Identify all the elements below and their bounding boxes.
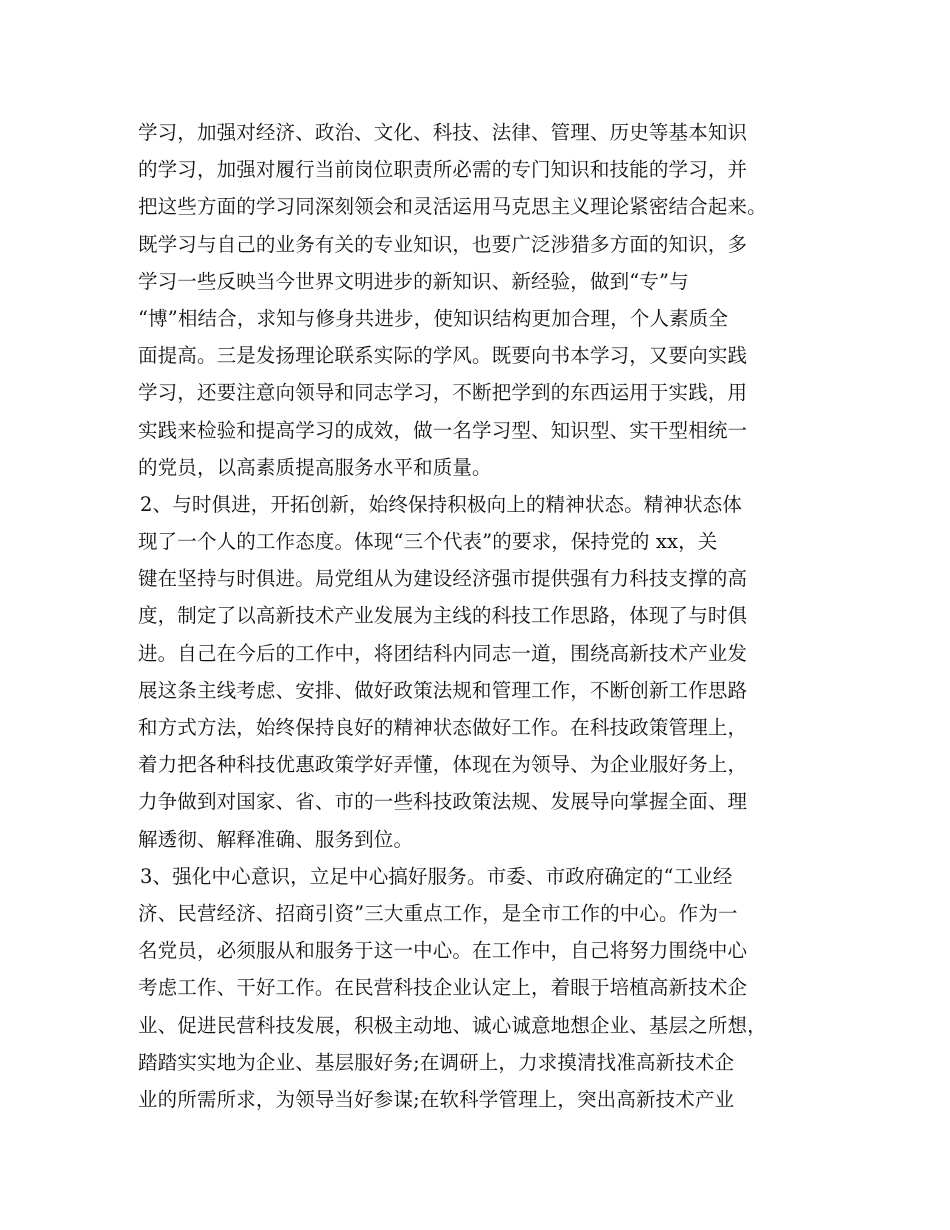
text-line: 名党员，必须服从和服务于这一中心。在工作中，自己将努力围绕中心: [138, 939, 748, 963]
text-line: 业的所需所求，为领导当好参谋;在软科学管理上，突出高新技术产业: [138, 1087, 735, 1111]
text-line: 现了一个人的工作态度。体现“三个代表”的要求，保持党的 xx，关: [138, 530, 718, 554]
text-line: 键在坚持与时俱进。局党组从为建设经济强市提供强有力科技支撑的高: [138, 567, 748, 591]
text-line: 考虑工作、干好工作。在民营科技企业认定上，着眼于培植高新技术企: [138, 976, 748, 1000]
text-line: 济、民营经济、招商引资”三大重点工作，是全市工作的中心。作为一: [138, 901, 738, 925]
text-line: 实践来检验和提高学习的成效，做一名学习型、知识型、实干型相统一: [138, 418, 748, 442]
text-line: 和方式方法，始终保持良好的精神状态做好工作。在科技政策管理上，: [138, 716, 748, 739]
text-line: 着力把各种科技优惠政策学好弄懂，体现在为领导、为企业服好务上，: [138, 753, 748, 777]
text-line: 解透彻、解释准确、服务到位。: [138, 827, 414, 851]
text-line: 力争做到对国家、省、市的一些科技政策法规、发展导向掌握全面、理: [138, 790, 748, 814]
text-line: 把这些方面的学习同深刻领会和灵活运用马克思主义理论紧密结合起来。: [138, 195, 767, 219]
text-line: 学习，加强对经济、政治、文化、科技、法律、管理、历史等基本知识: [138, 121, 748, 144]
text-line: 业、促进民营科技发展，积极主动地、诚心诚意地想企业、基层之所想，: [138, 1013, 767, 1037]
text-line: 学习一些反映当今世界文明进步的新知识、新经验，做到“专”与: [138, 269, 689, 293]
paragraph-2-heading-line: 2、与时俱进，开拓创新，始终保持积极向上的精神状态。精神状态体: [140, 492, 743, 516]
text-line: 展这条主线考虑、安排、做好政策法规和管理工作，不断创新工作思路: [138, 678, 748, 702]
text-line: “博”相结合，求知与修身共进步，使知识结构更加合理，个人素质全: [138, 306, 729, 330]
text-line: 面提高。三是发扬理论联系实际的学风。既要向书本学习，又要向实践: [138, 344, 748, 368]
text-line: 学习，还要注意向领导和同志学习，不断把学到的东西运用于实践，用: [138, 381, 748, 405]
text-line: 既学习与自己的业务有关的专业知识，也要广泛涉猎多方面的知识，多: [138, 232, 748, 256]
text-line: 的党员，以高素质提高服务水平和质量。: [138, 455, 492, 479]
paragraph-3-heading-line: 3、强化中心意识，立足中心搞好服务。市委、市政府确定的“工业经: [140, 864, 733, 888]
text-line: 进。自己在今后的工作中，将团结科内同志一道，围绕高新技术产业发: [138, 641, 748, 665]
text-line: 踏踏实实地为企业、基层服好务;在调研上，力求摸清找准高新技术企: [138, 1050, 735, 1074]
body-text: [138, 114, 828, 1118]
text-line: 度，制定了以高新技术产业发展为主线的科技工作思路，体现了与时俱: [138, 604, 748, 628]
text-line: 的学习，加强对履行当前岗位职责所必需的专门知识和技能的学习，并: [138, 158, 748, 182]
